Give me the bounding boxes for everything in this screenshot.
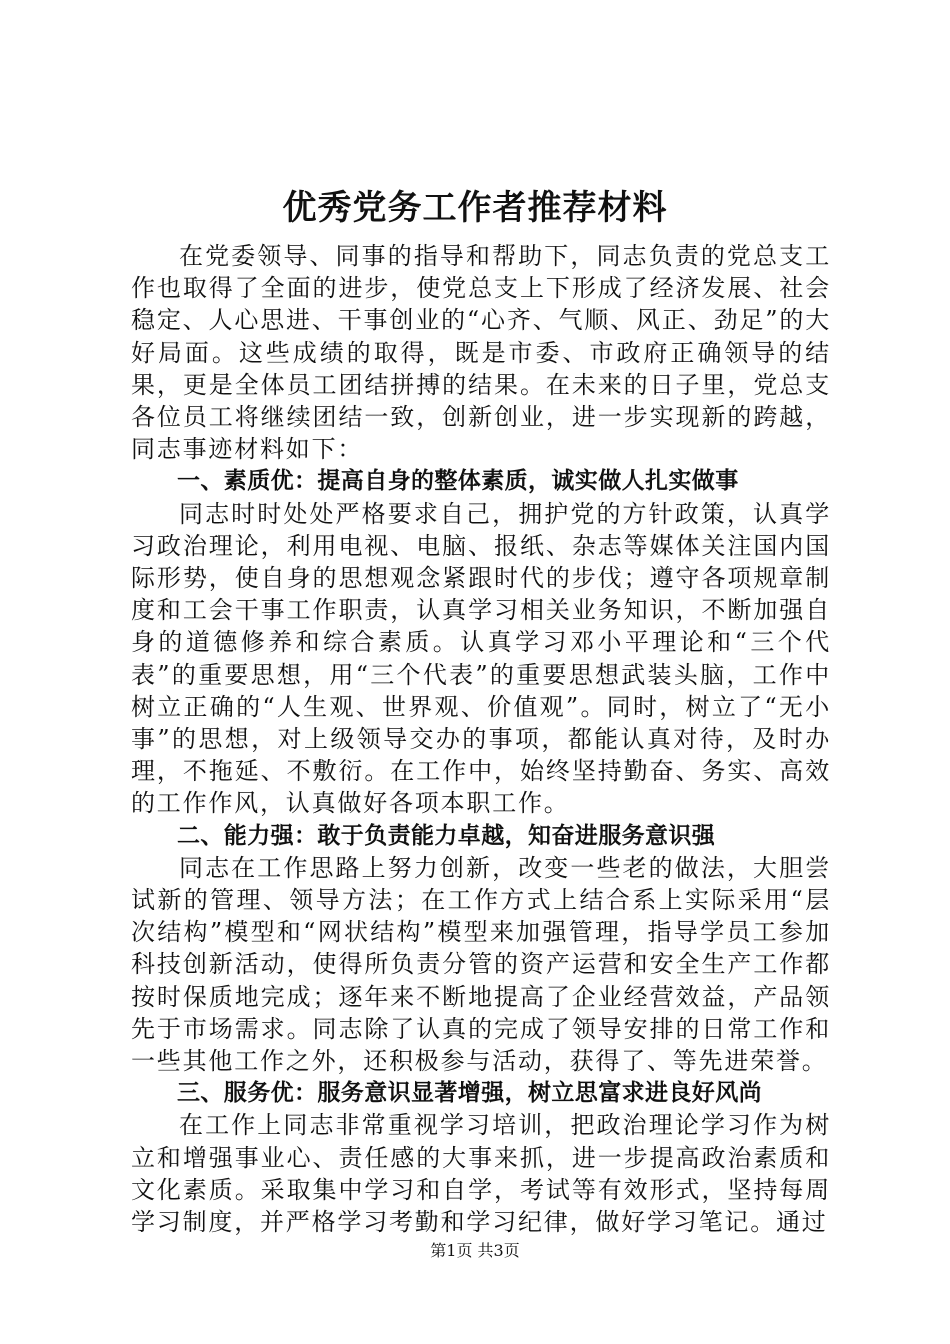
section-paragraph-3: 在工作上同志非常重视学习培训，把政治理论学习作为树立和增强事业心、责任感的大事来抓，进一步提高政治素质和文化素质。采取集中学习和自学，考试等有效形式，坚持每周学习制度，并严格学习考勤和学习纪律，做好学习笔记。通过 bbox=[131, 1111, 831, 1237]
intro-paragraph: 在党委领导、同事的指导和帮助下，同志负责的党总支工作也取得了全面的进步，使党总支上下形成了经济发展、社会稳定、人心思进、干事创业的“心齐、气顺、风正、劲足”的大好局面。这些成绩的取得，既是市委、市政府正确领导的结果，更是全体员工团结拼搏的结果。在未来的日子里，党总支各位员工将继续团结一致，创新创业，进一步实现新的跨越，同志事迹材料如下： bbox=[131, 242, 831, 464]
section-heading-3: 三、服务优：服务意识显著增强，树立思富求进良好风尚 bbox=[177, 1080, 762, 1107]
section-paragraph-1: 同志时时处处严格要求自己，拥护党的方针政策，认真学习政治理论，利用电视、电脑、报纸、杂志等媒体关注国内国际形势，使自身的思想观念紧跟时代的步伐；遵守各项规章制度和工会干事工作职责，认真学习相关业务知识，不断加强自身的道德修养和综合素质。认真学习邓小平理论和“三个代表”的重要思想，用“三个代表”的重要思想武装头脑，工作中树立正确的“人生观、世界观、价值观”。同时，树立了“无小事”的思想，对上级领导交办的事项，都能认真对待，及时办理，不拖延、不敷衍。在工作中，始终坚持勤奋、务实、高效的工作作风，认真做好各项本职工作。 bbox=[131, 499, 831, 818]
document-title: 优秀党务工作者推荐材料 bbox=[282, 188, 668, 228]
section-heading-2: 二、能力强：敢于负责能力卓越，知奋进服务意识强 bbox=[177, 822, 716, 849]
section-heading-1: 一、素质优：提高自身的整体素质，诚实做人扎实做事 bbox=[177, 468, 739, 495]
page-footer: 第1页 共3页 bbox=[430, 1241, 520, 1260]
section-paragraph-2: 同志在工作思路上努力创新，改变一些老的做法，大胆尝试新的管理、领导方法；在工作方式上结合系上实际采用“层次结构”模型和“网状结构”模型来加强管理，指导学员工参加科技创新活动，使得所负责分管的资产运营和安全生产工作都按时保质地完成；逐年来不断地提高了企业经营效益，产品领先于市场需求。同志除了认真的完成了领导安排的日常工作和一些其他工作之外，还积极参与活动，获得了、等先进荣誉。 bbox=[131, 853, 831, 1076]
document-body bbox=[131, 240, 831, 1238]
